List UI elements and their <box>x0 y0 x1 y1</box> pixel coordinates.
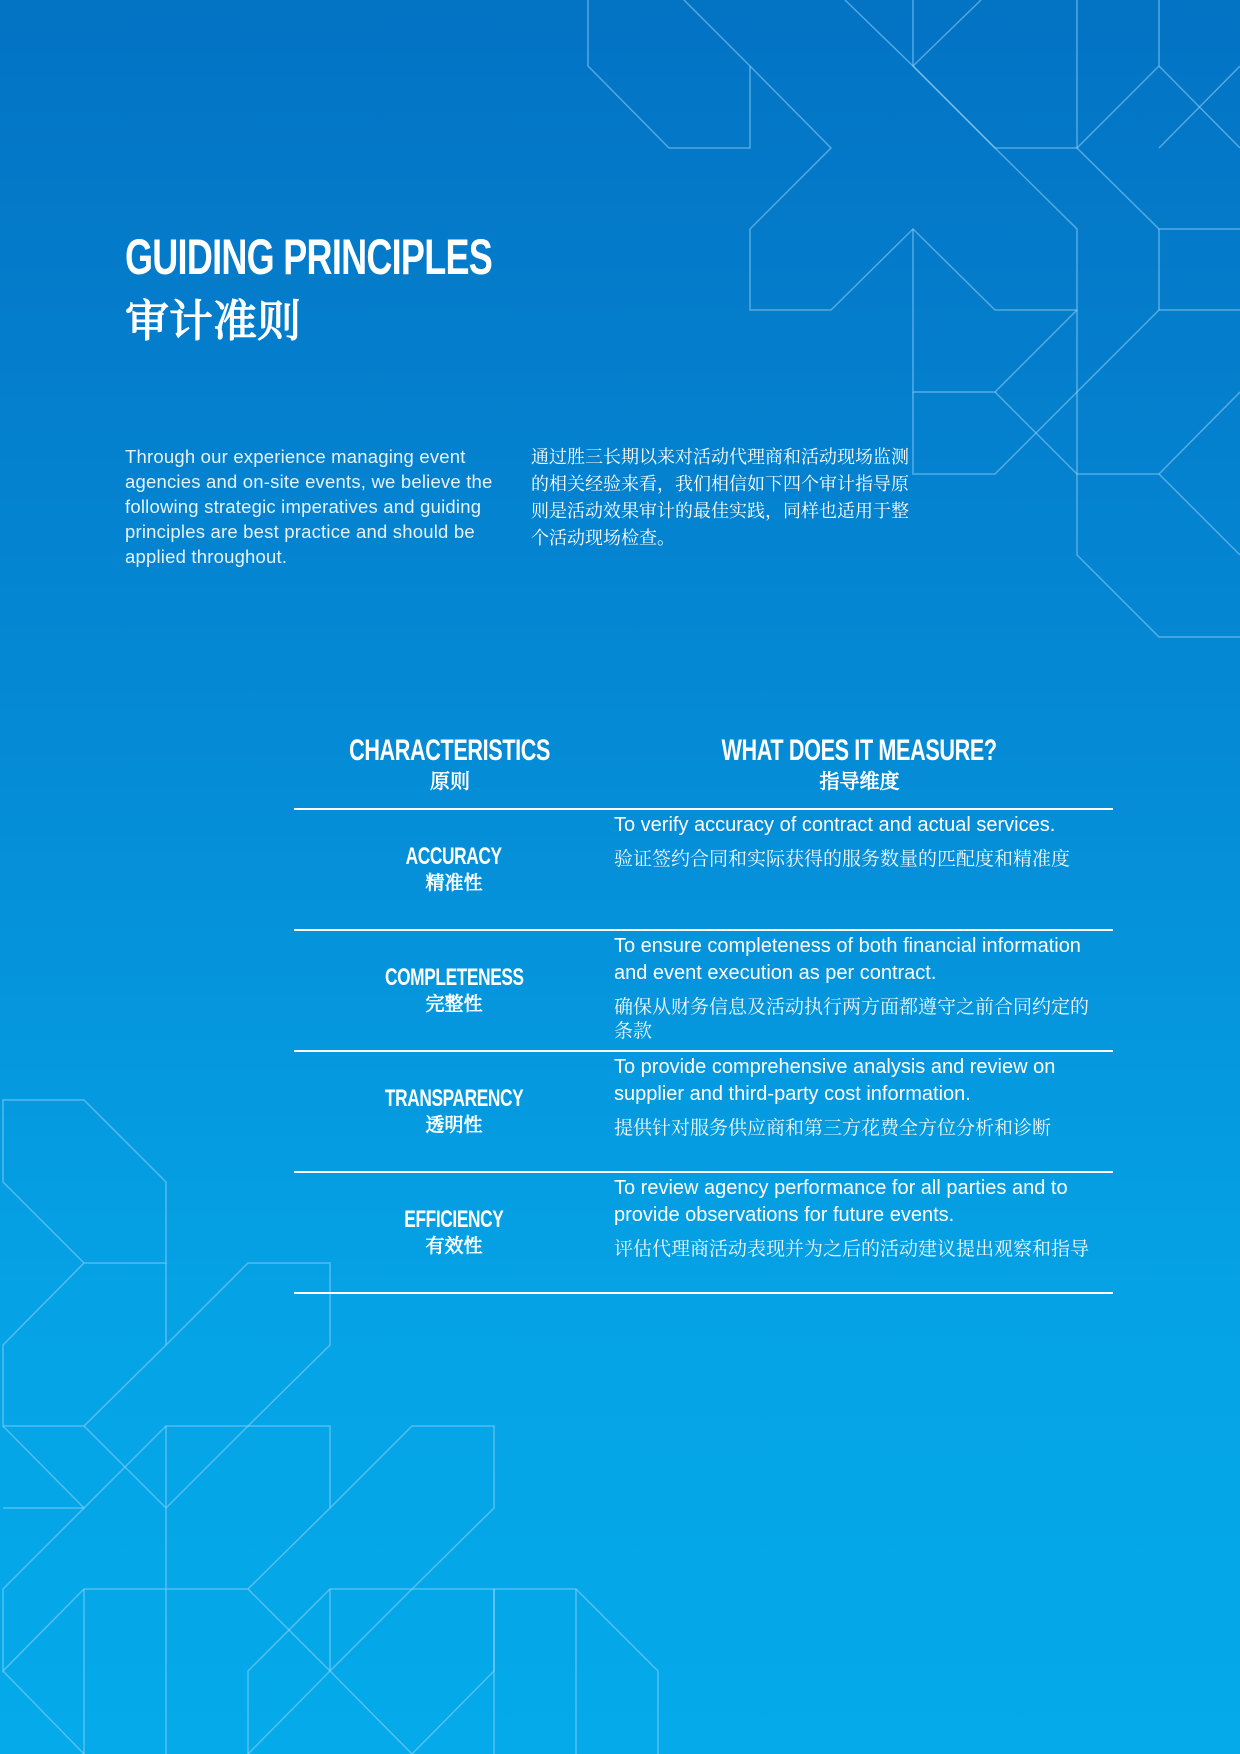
principle-description-zh: 评估代理商活动表现并为之后的活动建议提出观察和指导 <box>614 1238 1090 1260</box>
principle-name-cell <box>294 1052 614 1171</box>
principle-name-en: ACCURACY <box>405 842 503 870</box>
principle-name-cell <box>294 810 614 929</box>
principle-description-en: To review agency performance for all parties and to provide observations for future events. <box>614 1177 1068 1226</box>
principle-name-en: TRANSPARENCY <box>384 1084 524 1112</box>
principle-name-en: COMPLETENESS <box>384 963 524 991</box>
column-header-measure <box>606 735 1113 808</box>
principle-measure-cell <box>614 931 1113 1050</box>
column-header-label-zh: 原则 <box>430 769 470 793</box>
principle-measure-cell <box>614 1052 1113 1171</box>
page-title-zh: 审计准则 <box>125 296 301 347</box>
intro-paragraph-zh: 通过胜三长期以来对活动代理商和活动现场监测的相关经验来看，我们相信如下四个审计指导原则是活动效果审计的最佳实践，同样也适用于整个活动现场检查。 <box>531 447 909 549</box>
principle-description-zh: 确保从财务信息及活动执行两方面都遵守之前合同约定的条款 <box>614 996 1090 1042</box>
table-row <box>294 810 1113 931</box>
principles-table <box>294 735 1113 1294</box>
principle-description-zh: 验证签约合同和实际获得的服务数量的匹配度和精准度 <box>614 848 1071 870</box>
page-title: GUIDING PRINCIPLES <box>125 229 493 285</box>
principle-name-zh: 精准性 <box>425 871 483 894</box>
principle-name-zh: 透明性 <box>425 1113 483 1136</box>
column-header-label-en: WHAT DOES IT MEASURE? <box>721 734 998 767</box>
principle-description-en: To ensure completeness of both financial information and event execution as per contract. <box>614 935 1081 984</box>
principle-measure-cell <box>614 1173 1113 1292</box>
table-header <box>294 735 1113 810</box>
column-header-label-zh: 指导维度 <box>819 769 900 793</box>
table-row <box>294 1173 1113 1294</box>
principle-measure-cell <box>614 810 1113 929</box>
principle-name-cell <box>294 931 614 1050</box>
column-header-label-en: CHARACTERISTICS <box>349 734 551 767</box>
principle-description-en: To provide comprehensive analysis and review on supplier and third-party cost information. <box>614 1056 1056 1105</box>
table-row <box>294 1052 1113 1173</box>
intro-paragraph-en: Through our experience managing event agencies and on-site events, we believe the following strategic imperatives and guiding principles are best practice and should be applied throughout. <box>125 446 493 567</box>
principle-name-en: EFFICIENCY <box>404 1205 504 1233</box>
principle-description-zh: 提供针对服务供应商和第三方花费全方位分析和诊断 <box>614 1117 1052 1139</box>
table-row <box>294 931 1113 1052</box>
principle-name-zh: 完整性 <box>425 992 483 1015</box>
column-header-characteristics <box>294 735 606 808</box>
principle-name-cell <box>294 1173 614 1292</box>
principle-description-en: To verify accuracy of contract and actual services. <box>614 814 1056 836</box>
principle-name-zh: 有效性 <box>425 1234 483 1257</box>
